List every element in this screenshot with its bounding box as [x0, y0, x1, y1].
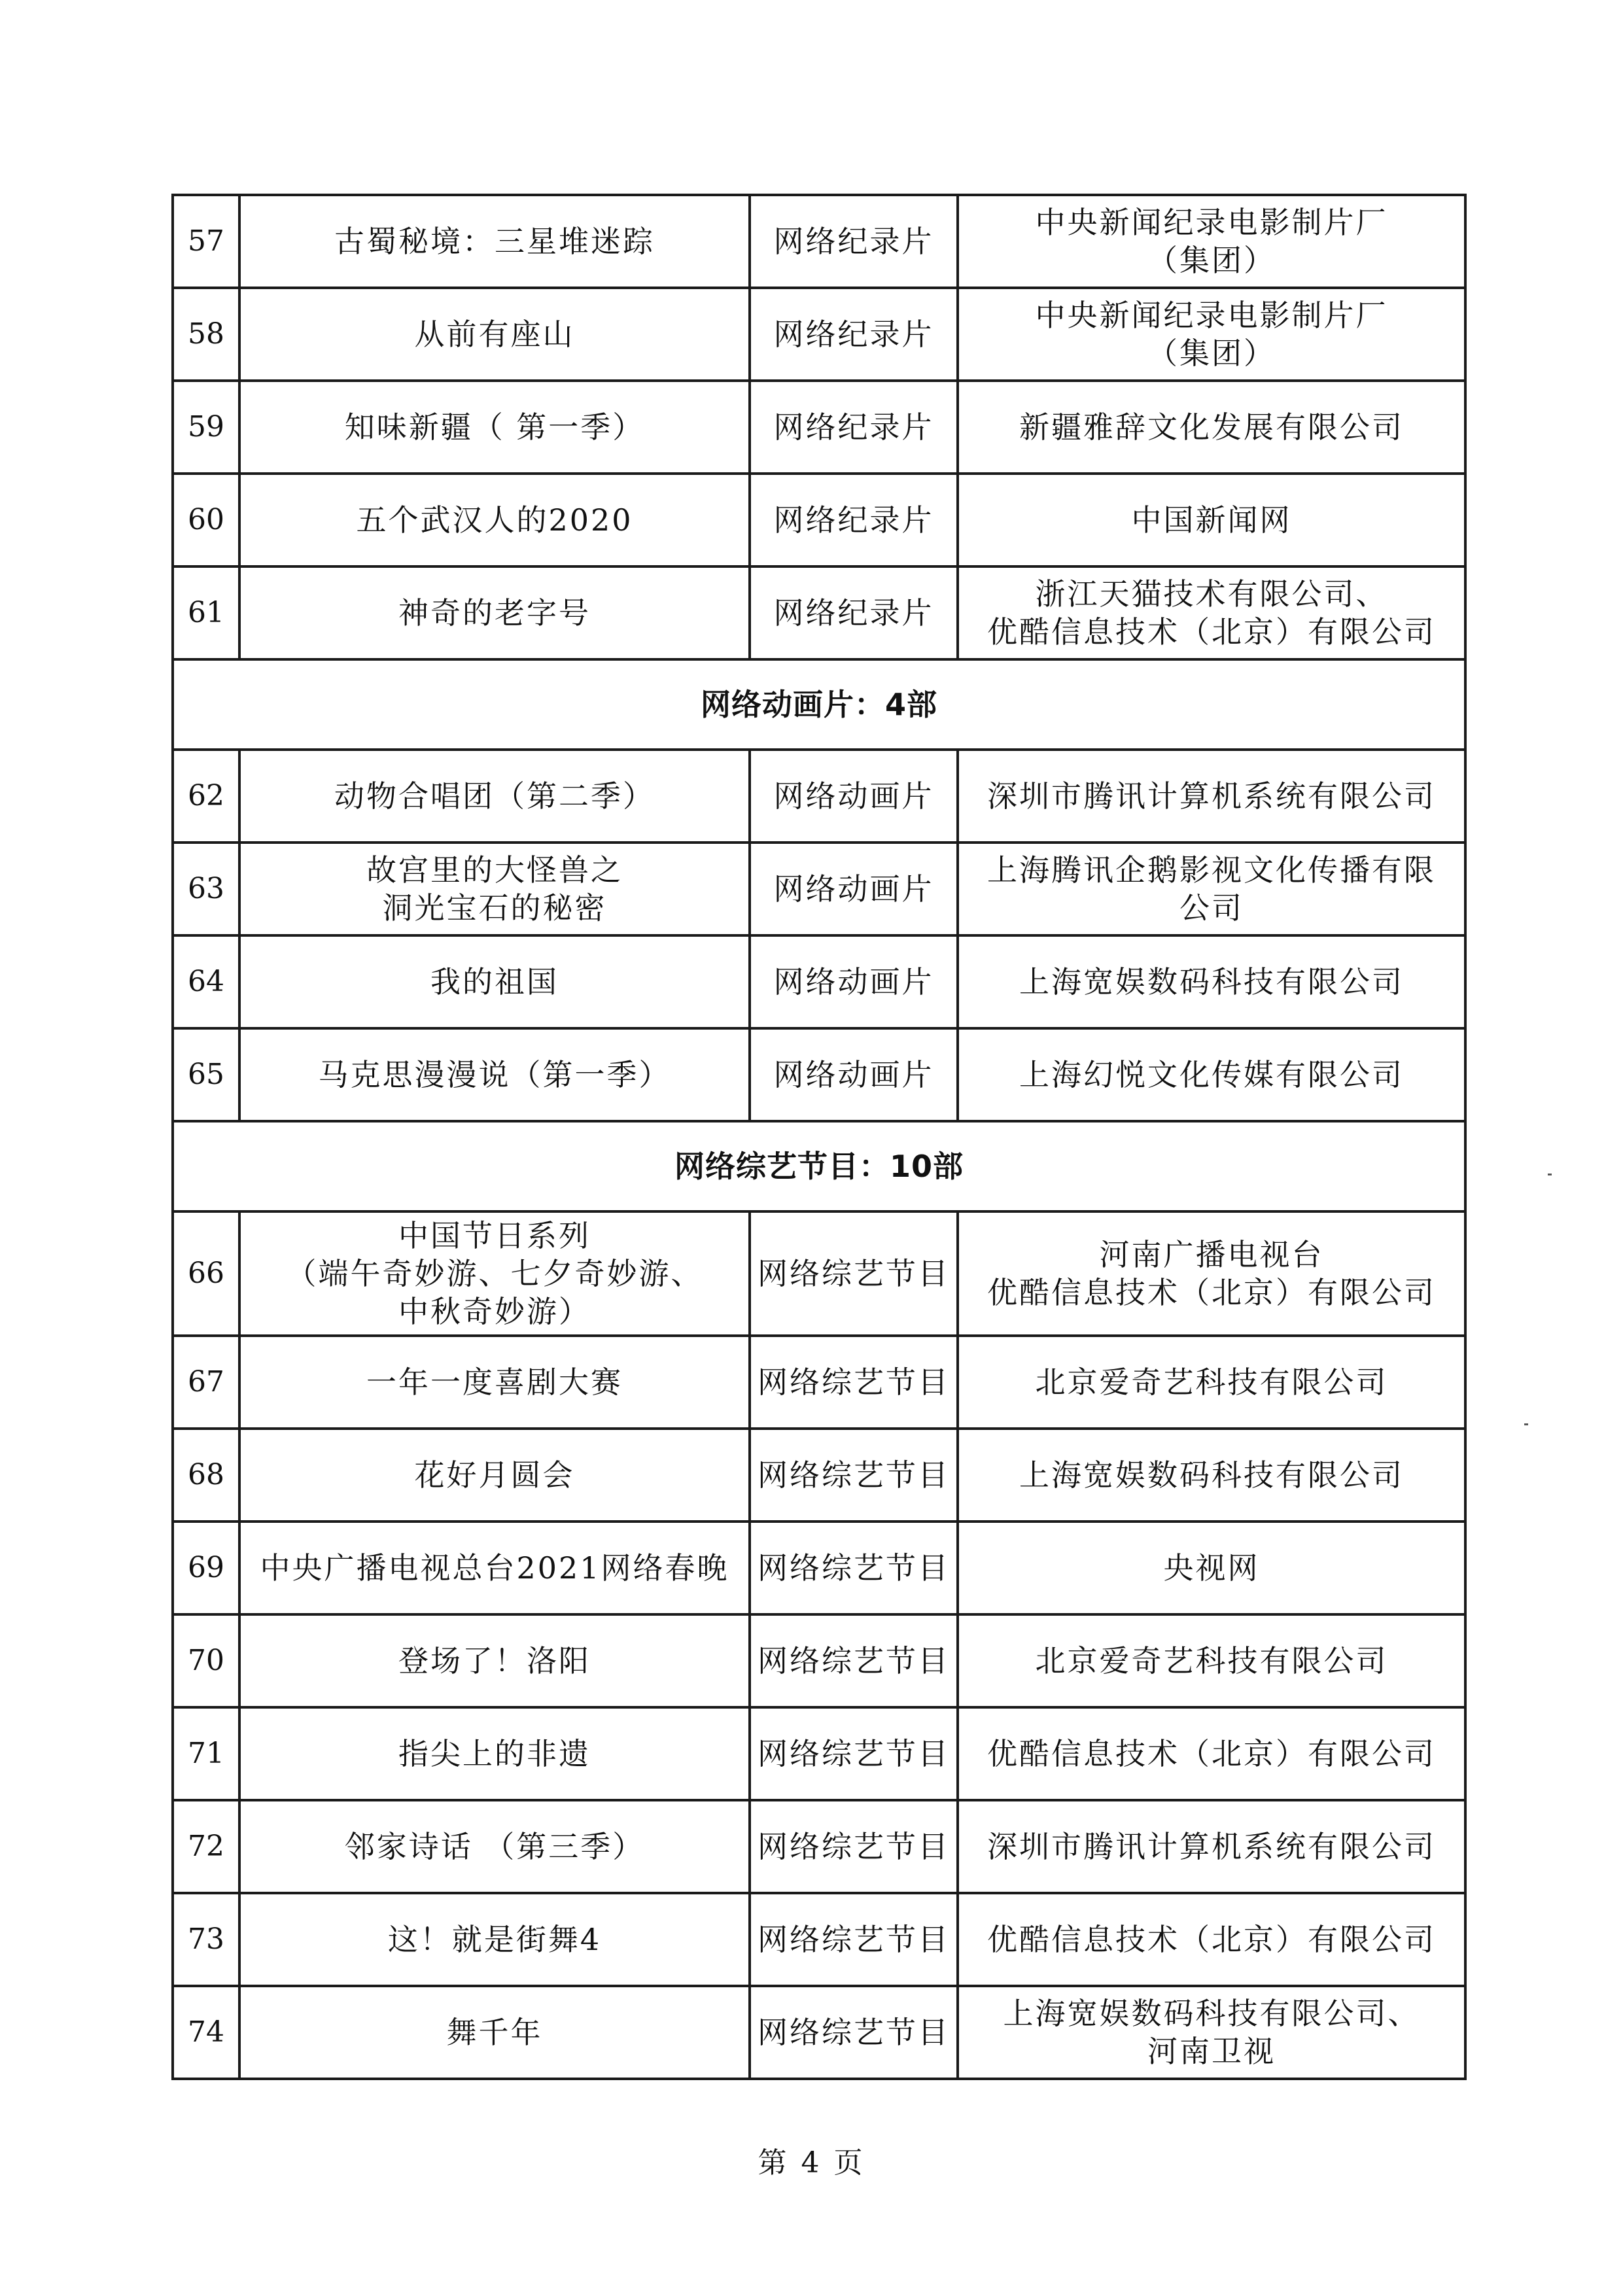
row-number: 58 — [173, 288, 239, 381]
row-number: 67 — [173, 1336, 239, 1429]
program-title-line: 知味新疆（ 第一季） — [344, 409, 645, 445]
producer-line: 优酷信息技术（北京）有限公司 — [987, 1922, 1436, 1957]
section-heading: 网络综艺节目：10部 — [173, 1121, 1465, 1211]
producer-cell — [958, 1211, 1465, 1336]
producer-cell — [958, 1522, 1465, 1614]
program-title-line: 古蜀秘境：三星堆迷踪 — [334, 224, 655, 259]
program-title-cell — [239, 1522, 750, 1614]
producer-cell — [958, 1614, 1465, 1707]
program-category: 网络纪录片 — [750, 566, 958, 659]
program-title-line: 中央广播电视总台2021网络春晚 — [260, 1550, 729, 1586]
producer-line: 深圳市腾讯计算机系统有限公司 — [987, 778, 1436, 814]
table-row — [173, 1800, 1465, 1893]
producer-line: 央视网 — [1163, 1550, 1260, 1586]
table-row — [173, 566, 1465, 659]
producer-cell — [958, 935, 1465, 1028]
row-number: 63 — [173, 843, 239, 935]
program-list-table — [171, 194, 1467, 2080]
table-row — [173, 1986, 1465, 2079]
program-title-cell — [239, 1336, 750, 1429]
table-row — [173, 195, 1465, 288]
program-title-cell — [239, 195, 750, 288]
producer-line: （集团） — [1147, 336, 1276, 371]
section-heading: 网络动画片：4部 — [173, 659, 1465, 750]
row-number: 57 — [173, 195, 239, 288]
producer-line: 公司 — [1179, 890, 1244, 926]
producer-line: 北京爱奇艺科技有限公司 — [1035, 1365, 1388, 1400]
program-title-line: 故宫里的大怪兽之 — [366, 852, 623, 888]
table-row — [173, 1336, 1465, 1429]
program-category: 网络综艺节目 — [750, 1893, 958, 1986]
producer-cell — [958, 288, 1465, 381]
row-number: 59 — [173, 381, 239, 474]
producer-line: 上海宽娱数码科技有限公司 — [1019, 1457, 1404, 1493]
producer-line: 中央新闻纪录电影制片厂 — [1035, 205, 1388, 240]
row-number: 64 — [173, 935, 239, 1028]
producer-cell — [958, 1336, 1465, 1429]
producer-line: 优酷信息技术（北京）有限公司 — [987, 1736, 1436, 1771]
document-table-container — [171, 194, 1464, 2080]
scan-speck — [1548, 1174, 1552, 1175]
program-title-cell — [239, 566, 750, 659]
program-category: 网络纪录片 — [750, 474, 958, 566]
table-body — [173, 195, 1465, 2079]
program-title-line: （端午奇妙游、七夕奇妙游、 — [286, 1256, 703, 1291]
scan-speck — [1524, 1423, 1528, 1425]
program-category: 网络综艺节目 — [750, 1614, 958, 1707]
producer-cell — [958, 566, 1465, 659]
producer-line: （集团） — [1147, 243, 1276, 278]
producer-cell — [958, 1986, 1465, 2079]
producer-cell — [958, 474, 1465, 566]
program-title-line: 邻家诗话 （第三季） — [344, 1829, 645, 1864]
program-category: 网络纪录片 — [750, 195, 958, 288]
program-title-cell — [239, 935, 750, 1028]
page-number-footer: 第 4 页 — [758, 2146, 865, 2180]
producer-line: 优酷信息技术（北京）有限公司 — [987, 614, 1436, 650]
producer-line: 新疆雅辞文化发展有限公司 — [1019, 409, 1404, 445]
producer-line: 上海腾讯企鹅影视文化传播有限 — [987, 852, 1436, 888]
producer-line: 中央新闻纪录电影制片厂 — [1035, 298, 1388, 333]
program-title-line: 这！就是街舞4 — [387, 1922, 602, 1957]
program-category: 网络综艺节目 — [750, 1429, 958, 1522]
table-row — [173, 474, 1465, 566]
program-title-cell — [239, 1986, 750, 2079]
program-title-line: 中国节日系列 — [398, 1218, 591, 1253]
row-number: 69 — [173, 1522, 239, 1614]
program-category: 网络动画片 — [750, 843, 958, 935]
producer-line: 上海宽娱数码科技有限公司 — [1019, 964, 1404, 1000]
producer-line: 上海宽娱数码科技有限公司、 — [1003, 1996, 1420, 2031]
program-title-cell — [239, 1028, 750, 1121]
row-number: 71 — [173, 1707, 239, 1800]
program-title-cell — [239, 381, 750, 474]
table-row — [173, 1211, 1465, 1336]
program-title-line: 动物合唱团（第二季） — [334, 778, 655, 814]
producer-line: 优酷信息技术（北京）有限公司 — [987, 1275, 1436, 1310]
table-row — [173, 288, 1465, 381]
producer-cell — [958, 750, 1465, 843]
table-row — [173, 843, 1465, 935]
producer-line: 浙江天猫技术有限公司、 — [1035, 576, 1388, 612]
program-title-cell — [239, 288, 750, 381]
row-number: 66 — [173, 1211, 239, 1336]
program-title-line: 花好月圆会 — [414, 1457, 575, 1493]
producer-cell — [958, 195, 1465, 288]
row-number: 65 — [173, 1028, 239, 1121]
program-category: 网络综艺节目 — [750, 1800, 958, 1893]
table-row — [173, 1522, 1465, 1614]
row-number: 73 — [173, 1893, 239, 1986]
program-title-line: 一年一度喜剧大赛 — [366, 1365, 623, 1400]
row-number: 61 — [173, 566, 239, 659]
program-title-line: 神奇的老字号 — [398, 595, 591, 631]
producer-line: 深圳市腾讯计算机系统有限公司 — [987, 1829, 1436, 1864]
program-title-line: 我的祖国 — [430, 964, 559, 1000]
program-title-line: 五个武汉人的2020 — [356, 502, 633, 538]
program-title-cell — [239, 1893, 750, 1986]
program-title-cell — [239, 1707, 750, 1800]
program-title-line: 舞千年 — [446, 2015, 543, 2050]
table-row — [173, 1429, 1465, 1522]
row-number: 62 — [173, 750, 239, 843]
program-category: 网络动画片 — [750, 935, 958, 1028]
program-title-cell — [239, 750, 750, 843]
row-number: 60 — [173, 474, 239, 566]
table-row — [173, 1893, 1465, 1986]
program-title-line: 洞光宝石的秘密 — [382, 890, 607, 926]
producer-cell — [958, 1707, 1465, 1800]
producer-cell — [958, 1800, 1465, 1893]
program-title-line: 登场了！洛阳 — [398, 1643, 591, 1679]
program-title-line: 马克思漫漫说（第一季） — [318, 1057, 671, 1092]
row-number: 68 — [173, 1429, 239, 1522]
section-heading-row — [173, 1121, 1465, 1211]
section-heading-row — [173, 659, 1465, 750]
program-title-cell — [239, 1800, 750, 1893]
program-category: 网络综艺节目 — [750, 1522, 958, 1614]
table-row — [173, 1707, 1465, 1800]
producer-cell — [958, 381, 1465, 474]
producer-cell — [958, 1429, 1465, 1522]
row-number: 70 — [173, 1614, 239, 1707]
producer-line: 北京爱奇艺科技有限公司 — [1035, 1643, 1388, 1679]
table-row — [173, 1614, 1465, 1707]
producer-line: 上海幻悦文化传媒有限公司 — [1019, 1057, 1404, 1092]
producer-line: 中国新闻网 — [1131, 502, 1292, 538]
producer-cell — [958, 843, 1465, 935]
program-title-cell — [239, 843, 750, 935]
program-title-cell — [239, 1614, 750, 1707]
table-row — [173, 750, 1465, 843]
program-title-cell — [239, 1211, 750, 1336]
program-category: 网络综艺节目 — [750, 1336, 958, 1429]
row-number: 72 — [173, 1800, 239, 1893]
program-category: 网络动画片 — [750, 1028, 958, 1121]
table-row — [173, 381, 1465, 474]
producer-cell — [958, 1028, 1465, 1121]
program-title-line: 从前有座山 — [414, 317, 575, 352]
program-category: 网络纪录片 — [750, 381, 958, 474]
producer-line: 河南卫视 — [1147, 2034, 1276, 2069]
producer-cell — [958, 1893, 1465, 1986]
program-title-line: 中秋奇妙游） — [398, 1294, 591, 1329]
table-row — [173, 1028, 1465, 1121]
producer-line: 河南广播电视台 — [1099, 1237, 1324, 1272]
program-category: 网络综艺节目 — [750, 1707, 958, 1800]
program-title-line: 指尖上的非遗 — [398, 1736, 591, 1771]
program-category: 网络综艺节目 — [750, 1211, 958, 1336]
row-number: 74 — [173, 1986, 239, 2079]
program-category: 网络综艺节目 — [750, 1986, 958, 2079]
program-title-cell — [239, 1429, 750, 1522]
program-category: 网络纪录片 — [750, 288, 958, 381]
table-row — [173, 935, 1465, 1028]
program-title-cell — [239, 474, 750, 566]
program-category: 网络动画片 — [750, 750, 958, 843]
